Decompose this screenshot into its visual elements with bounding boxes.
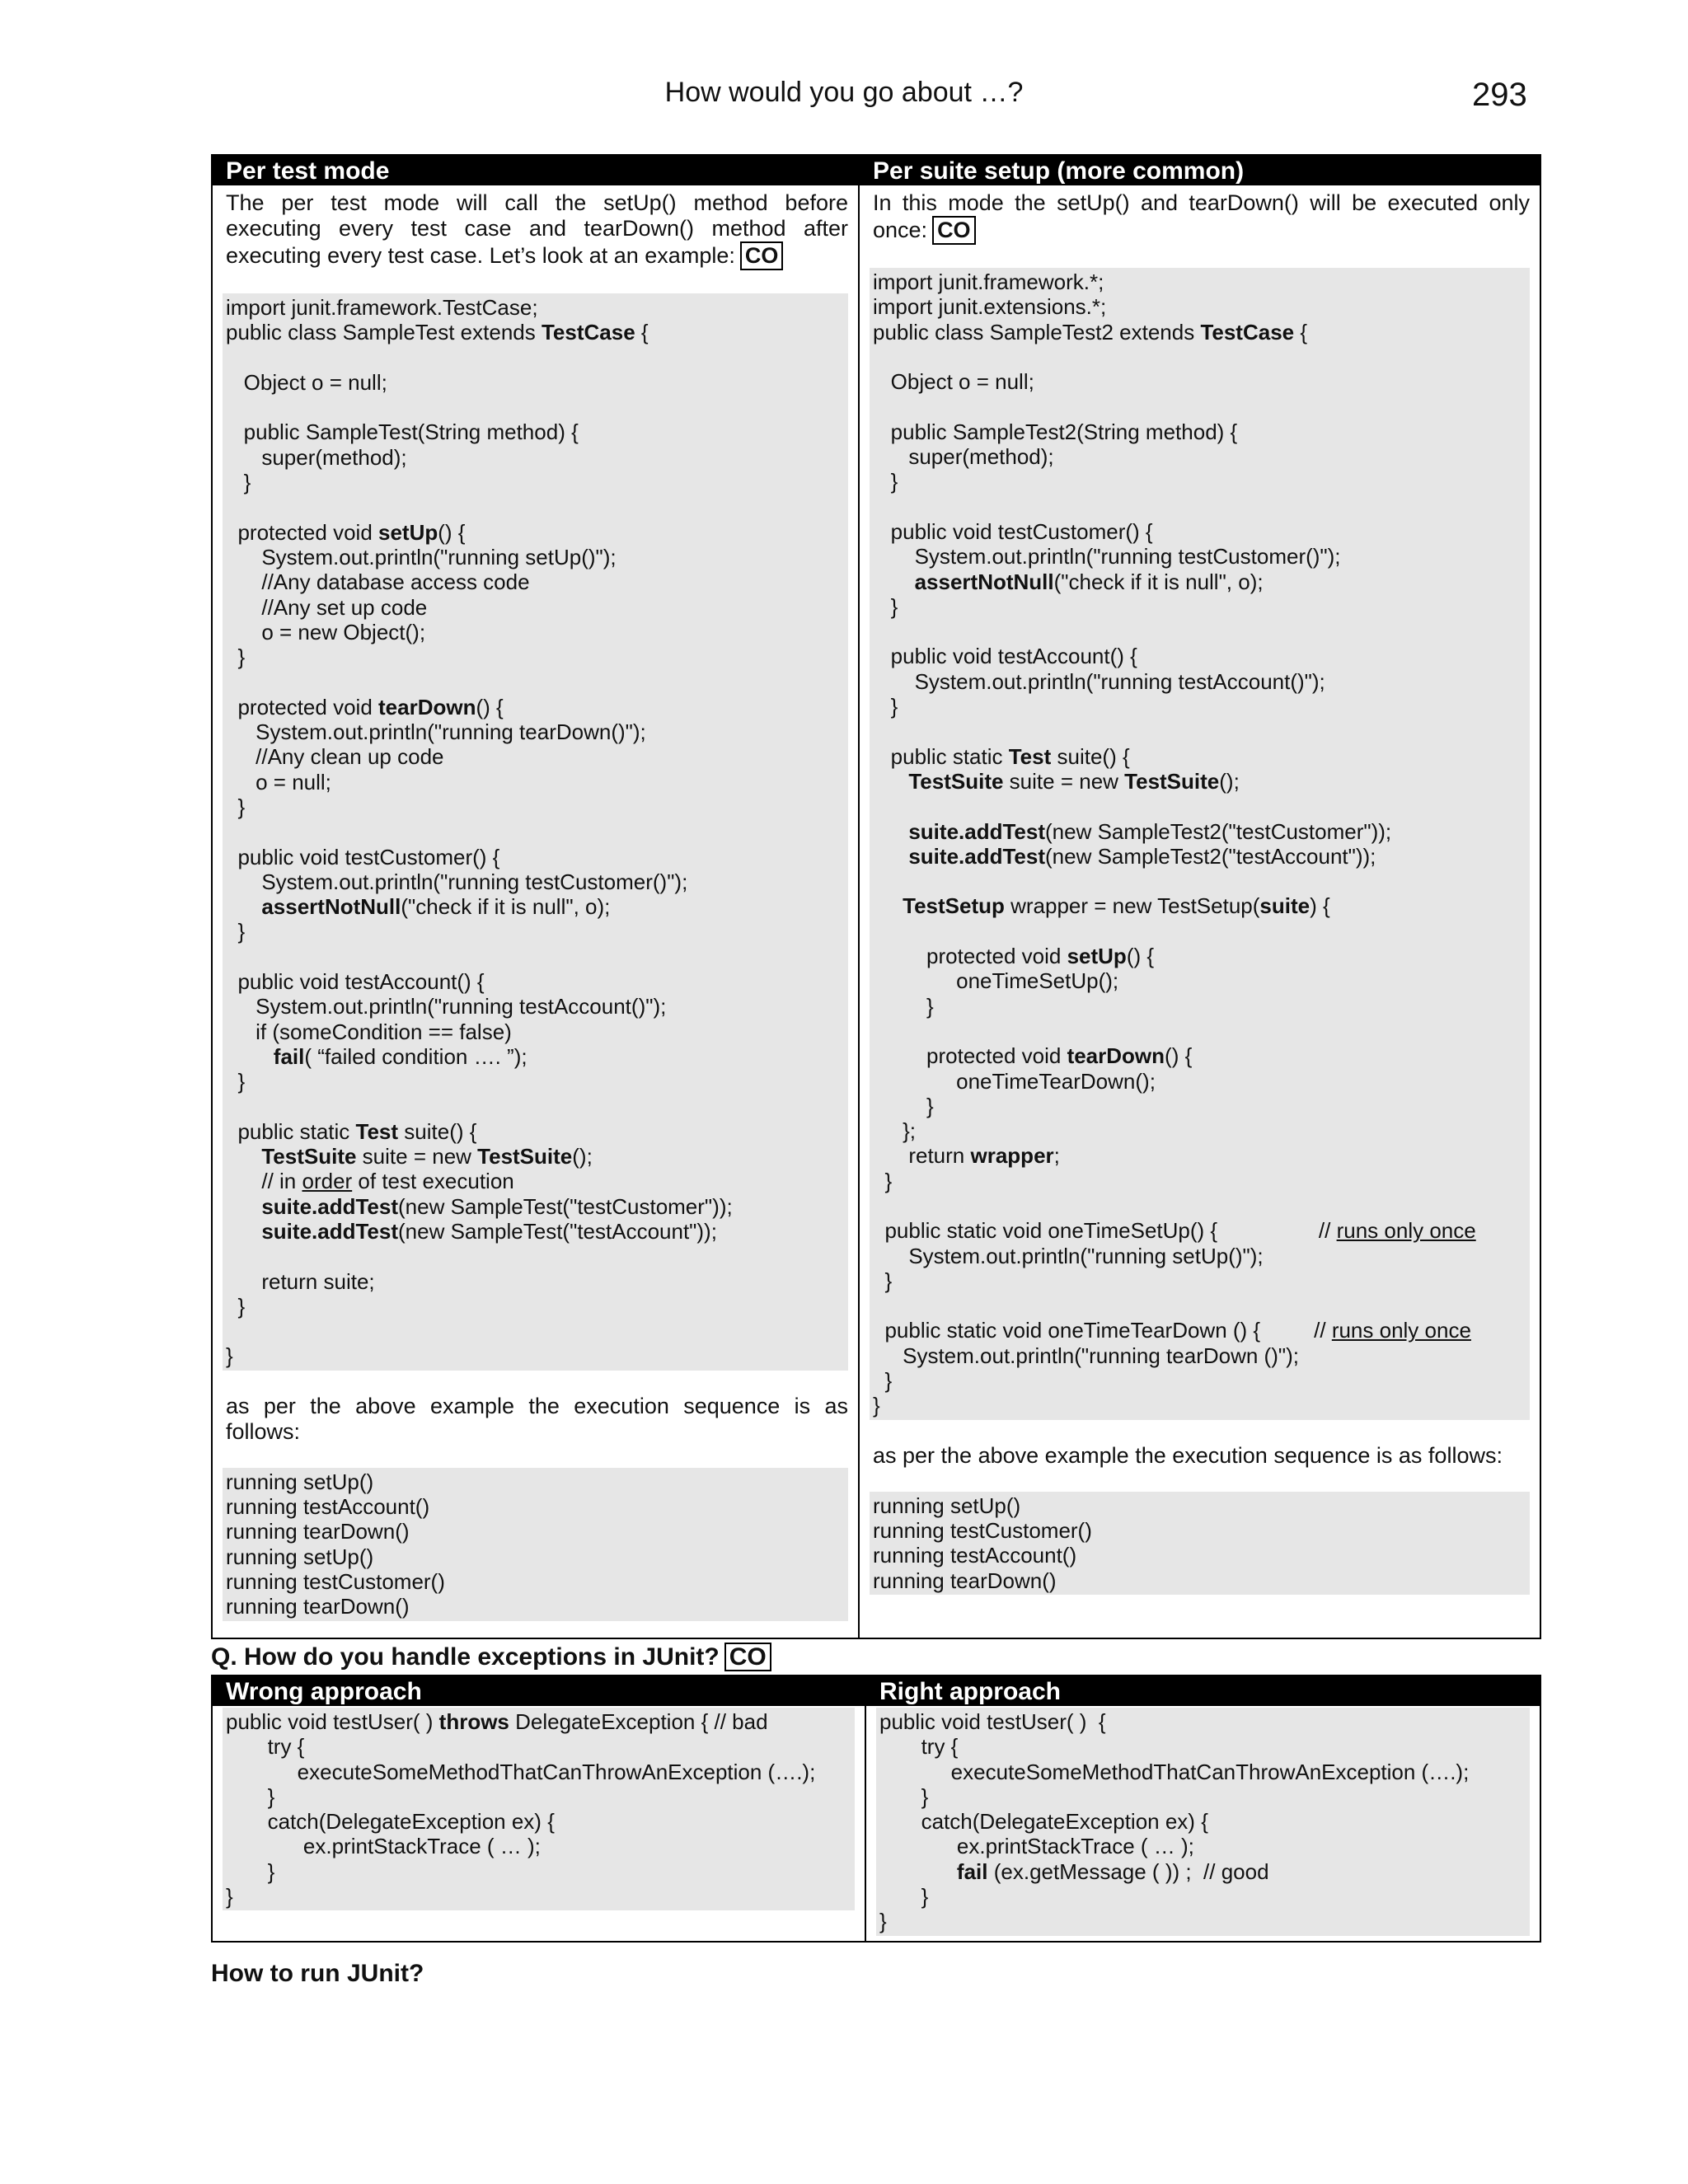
junit-setup-modes-table xyxy=(211,154,1541,1639)
page-number: 293 xyxy=(1472,77,1527,113)
per-test-intro-text: The per test mode will call the setUp() method before executing every test case and tearDown() method after executing every test case. Let’s look at an example: xyxy=(226,190,848,268)
per-suite-intro xyxy=(873,190,1530,245)
junit-exception-handling-table xyxy=(211,1675,1541,1943)
right-approach-code: public void testUser( ) { try { executeSomeMethodThatCanThrowAnException (….); } catch(DelegateException ex) { ex.printStackTrace ( … ); fail (ex.getMessage ( )) ; // good } } xyxy=(876,1708,1530,1936)
per-suite-execution-sequence: running setUp() running testCustomer() running testAccount() running tearDown() xyxy=(870,1492,1530,1595)
co-badge: CO xyxy=(724,1643,771,1671)
co-badge: CO xyxy=(932,216,976,245)
section-heading-run-junit: How to run JUnit? xyxy=(211,1960,424,1987)
column-heading-per-test-mode: Per test mode xyxy=(212,155,859,185)
per-suite-code-listing: import junit.framework.*; import junit.extensions.*; public class SampleTest2 extends TestCase { Object o = null; public SampleTest2(String method) { super(method); } public void testCustomer() { System.out.println("running testCustomer()"); assertNotNull("check if it is null", o); } public void testAccount() { System.out.println("running testAccount()"); } public static Test suite() { TestSuite suite = new TestSuite(); suite.addTest(new SampleTest2("testCustomer")); suite.addTest(new SampleTest2("testAccount")); TestSetup wrapper = new TestSetup(suite) { protected void setUp() { oneTimeSetUp(); } protected void tearDown() { oneTimeTearDown(); } }; return wrapper; } public static void oneTimeSetUp() { // runs only once System.out.println("running setUp()"); } public static void oneTimeTearDown () { // runs only once System.out.println("running tearDown ()"); } } xyxy=(870,268,1530,1420)
running-header-title: How would you go about …? xyxy=(664,77,1024,108)
exceptions-question-text: Q. How do you handle exceptions in JUnit? xyxy=(211,1643,720,1671)
column-heading-right-approach: Right approach xyxy=(865,1675,1540,1706)
wrong-approach-cell xyxy=(212,1706,865,1942)
per-suite-setup-cell xyxy=(859,185,1540,1638)
per-suite-intro-text: In this mode the setUp() and tearDown() will be executed only once: xyxy=(873,190,1530,242)
per-test-sequence-note: as per the above example the execution sequence is as follows: xyxy=(226,1393,848,1444)
column-heading-wrong-approach: Wrong approach xyxy=(212,1675,865,1706)
column-heading-per-suite-setup: Per suite setup (more common) xyxy=(859,155,1540,185)
co-badge: CO xyxy=(740,241,784,270)
per-test-mode-cell xyxy=(212,185,859,1638)
wrong-approach-code: public void testUser( ) throws DelegateException { // bad try { executeSomeMethodThatCanThrowAnException (….); } catch(DelegateException ex) { ex.printStackTrace ( … ); } } xyxy=(223,1708,855,1910)
per-test-execution-sequence: running setUp() running testAccount() running tearDown() running setUp() running testCustomer() running tearDown() xyxy=(223,1468,848,1621)
per-suite-sequence-note: as per the above example the execution sequence is as follows: xyxy=(873,1442,1503,1468)
exceptions-question xyxy=(211,1643,771,1671)
per-test-intro xyxy=(226,190,848,270)
per-test-code-listing: import junit.framework.TestCase; public class SampleTest extends TestCase { Object o = null; public SampleTest(String method) { super(method); } protected void setUp() { System.out.println("running setUp()"); //Any database access code //Any set up code o = new Object(); } protected void tearDown() { System.out.println("running tearDown()"); //Any clean up code o = null; } public void testCustomer() { System.out.println("running testCustomer()"); assertNotNull("check if it is null", o); } public void testAccount() { System.out.println("running testAccount()"); if (someCondition == false) fail( “failed condition …. ”); } public static Test suite() { TestSuite suite = new TestSuite(); // in order of test execution suite.addTest(new SampleTest("testCustomer")); suite.addTest(new SampleTest("testAccount")); return suite; } } xyxy=(223,293,848,1371)
right-approach-cell xyxy=(865,1706,1540,1942)
